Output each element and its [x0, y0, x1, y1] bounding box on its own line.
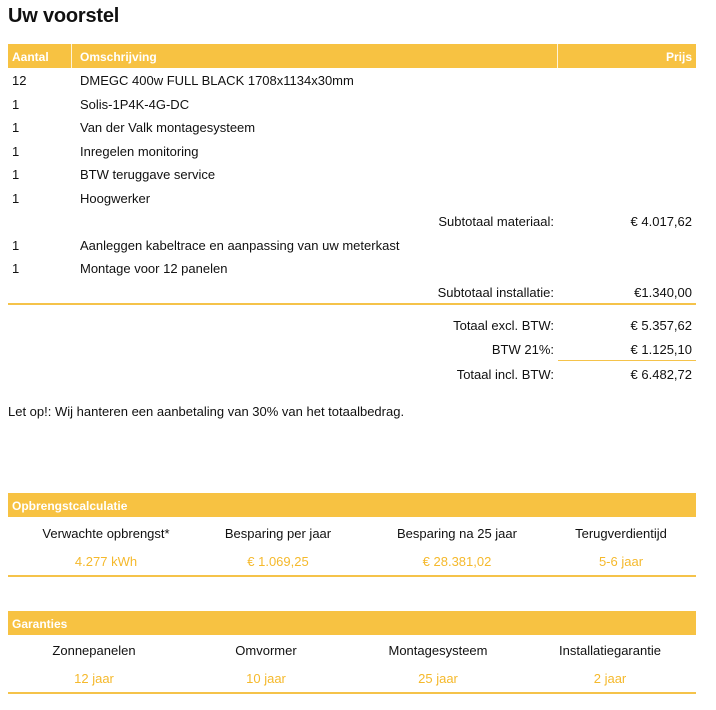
opbrengst-item: [535, 526, 707, 541]
row-qty: 12: [12, 73, 27, 88]
subtotal-material-label: Subtotaal materiaal:: [438, 214, 554, 229]
garantie-item: [524, 643, 696, 658]
opbrengst-bottom-divider: [8, 575, 696, 577]
subtotal-installation-label: Subtotaal installatie:: [437, 285, 554, 300]
garanties-title: Garanties: [12, 617, 68, 631]
row-qty: 1: [12, 261, 20, 276]
garantie-label: Installatiegarantie: [559, 643, 661, 658]
row-desc: Aanleggen kabeltrace en aanpassing van uw meterkast: [80, 238, 400, 253]
header-desc: Omschrijving: [80, 50, 157, 64]
opbrengst-value: 4.277 kWh: [74, 554, 138, 569]
btw-underline: [558, 360, 696, 361]
row-desc: Inregelen monitoring: [80, 144, 199, 159]
opbrengst-value: € 28.381,02: [422, 554, 492, 569]
row-qty: 1: [12, 97, 20, 112]
row-desc: Hoogwerker: [80, 191, 151, 206]
opbrengst-title: Opbrengstcalculatie: [12, 499, 128, 513]
opbrengst-label: Verwachte opbrengst*: [42, 526, 170, 541]
garantie-value-cell: [180, 671, 352, 686]
header-qty: Aantal: [12, 50, 49, 64]
opbrengst-label: Terugverdientijd: [575, 526, 667, 541]
opbrengst-label: Besparing per jaar: [224, 526, 332, 541]
opbrengst-value: € 1.069,25: [247, 554, 309, 569]
garantie-value: 12 jaar: [74, 671, 114, 686]
table-header: [8, 44, 696, 68]
subtotal-installation-row: [0, 283, 716, 303]
table-row: [0, 236, 716, 256]
total-excl-row: [0, 316, 716, 336]
garantie-value-cell: [352, 671, 524, 686]
garantie-value: 2 jaar: [593, 671, 627, 686]
opbrengst-value-cell: [20, 554, 192, 569]
opbrengst-value-cell: [535, 554, 707, 569]
garantie-label: Omvormer: [235, 643, 297, 658]
row-qty: 1: [12, 238, 20, 253]
row-qty: 1: [12, 167, 20, 182]
garantie-value-cell: [8, 671, 180, 686]
total-excl-value: € 5.357,62: [630, 318, 692, 333]
total-excl-label: Totaal excl. BTW:: [453, 318, 554, 333]
row-desc: Montage voor 12 panelen: [80, 261, 228, 276]
header-divider: [71, 44, 72, 68]
table-bottom-divider: [8, 303, 696, 305]
header-price: Prijs: [665, 50, 692, 64]
garanties-bottom-divider: [8, 692, 696, 694]
header-divider: [557, 44, 558, 68]
row-desc: Van der Valk montagesysteem: [80, 120, 256, 135]
btw-row: [0, 340, 716, 360]
total-incl-row: [0, 365, 716, 385]
row-qty: 1: [12, 120, 20, 135]
garantie-value-cell: [524, 671, 696, 686]
subtotal-installation-value: €1.340,00: [634, 285, 692, 300]
deposit-note: Let op!: Wij hanteren een aanbetaling van 30% van het totaalbedrag.: [8, 404, 405, 419]
row-desc: Solis-1P4K-4G-DC: [80, 97, 190, 112]
table-row: [0, 189, 716, 209]
table-row: [0, 142, 716, 162]
row-qty: 1: [12, 191, 20, 206]
garantie-label: Zonnepanelen: [52, 643, 136, 658]
subtotal-material-row: [0, 212, 716, 232]
table-row: [0, 165, 716, 185]
subtotal-material-value: € 4.017,62: [630, 214, 692, 229]
table-row: [0, 118, 716, 138]
page-title: Uw voorstel: [8, 5, 120, 27]
opbrengst-value-cell: [192, 554, 364, 569]
row-desc: DMEGC 400w FULL BLACK 1708x1134x30mm: [80, 73, 354, 88]
row-desc: BTW teruggave service: [80, 167, 216, 182]
garantie-item: [180, 643, 352, 658]
btw-label: BTW 21%:: [491, 342, 554, 357]
opbrengst-label: Besparing na 25 jaar: [397, 526, 517, 541]
table-row: [0, 95, 716, 115]
opbrengst-header: [8, 493, 696, 517]
garantie-item: [352, 643, 524, 658]
opbrengst-item: [371, 526, 543, 541]
opbrengst-value-cell: [371, 554, 543, 569]
garantie-value: 25 jaar: [418, 671, 458, 686]
opbrengst-item: [20, 526, 192, 541]
garantie-item: [8, 643, 180, 658]
garantie-value: 10 jaar: [246, 671, 286, 686]
total-incl-value: € 6.482,72: [630, 367, 692, 382]
row-qty: 1: [12, 144, 20, 159]
table-row: [0, 71, 716, 91]
total-incl-label: Totaal incl. BTW:: [456, 367, 554, 382]
btw-value: € 1.125,10: [630, 342, 692, 357]
table-row: [0, 259, 716, 279]
garantie-label: Montagesysteem: [388, 643, 488, 658]
garanties-header: [8, 611, 696, 635]
opbrengst-item: [192, 526, 364, 541]
opbrengst-value: 5-6 jaar: [598, 554, 644, 569]
